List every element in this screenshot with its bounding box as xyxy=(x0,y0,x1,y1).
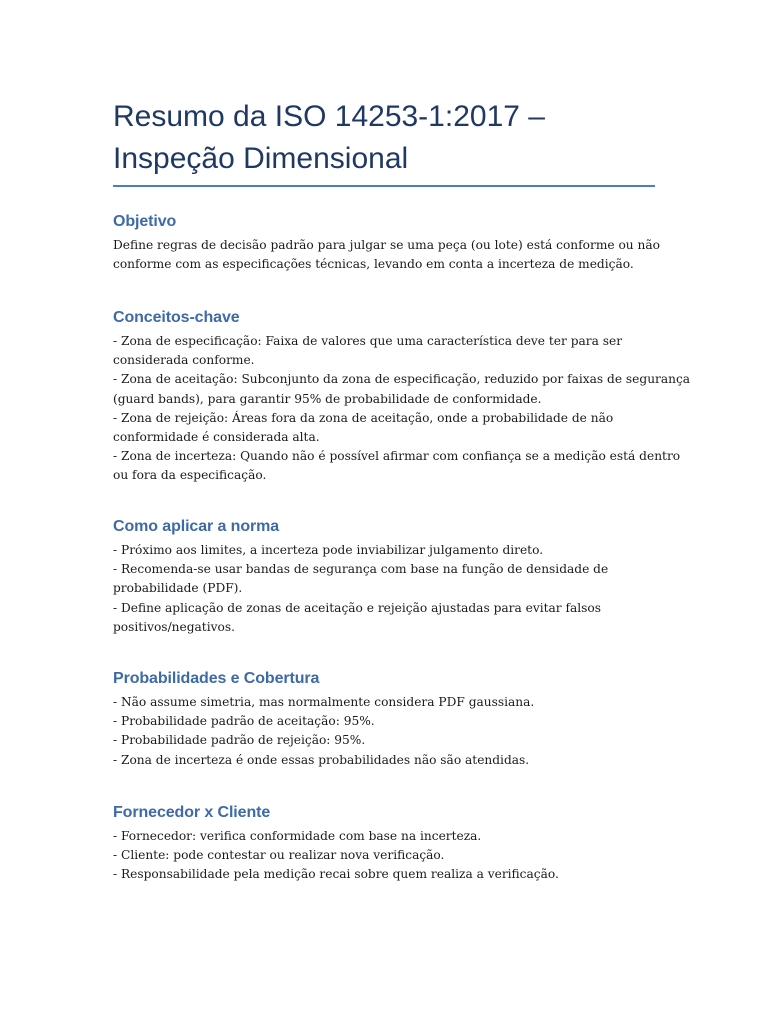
body-line: conforme com as especificações técnicas, levando em conta a incerteza de medição. xyxy=(113,257,634,272)
body-line: - Próximo aos limites, a incerteza pode inviabilizar julgamento direto. xyxy=(113,543,544,557)
document-title-line: Inspeção Dimensional xyxy=(113,142,409,175)
section-heading: Probabilidades e Cobertura xyxy=(113,670,320,687)
body-line: probabilidade (PDF). xyxy=(113,581,243,596)
section-heading: Como aplicar a norma xyxy=(113,518,280,535)
body-line: conformidade é considerada alta. xyxy=(113,430,320,445)
body-line: - Responsabilidade pela medição recai sobre quem realiza a verificação. xyxy=(113,867,559,882)
section-body xyxy=(113,332,691,486)
section-body xyxy=(113,827,658,885)
section-body xyxy=(113,693,658,770)
section-como-aplicar xyxy=(113,517,658,637)
section-heading: Fornecedor x Cliente xyxy=(113,804,271,821)
body-line: - Cliente: pode contestar ou realizar nova verificação. xyxy=(113,848,445,863)
body-line: considerada conforme. xyxy=(113,353,255,368)
body-line: - Fornecedor: verifica conformidade com base na incerteza. xyxy=(113,829,482,843)
body-line: (guard bands), para garantir 95% de probabilidade de conformidade. xyxy=(113,391,542,406)
body-line: - Zona de incerteza: Quando não é possível afirmar com confiança se a medição está dentro xyxy=(113,449,681,464)
document-page xyxy=(113,96,691,882)
section-body xyxy=(113,236,658,274)
body-line: - Define aplicação de zonas de aceitação e rejeição ajustadas para evitar falsos xyxy=(113,600,601,615)
body-line: Define regras de decisão padrão para julgar se uma peça (ou lote) está conforme ou não xyxy=(113,238,660,252)
body-line: - Zona de especificação: Faixa de valores que uma característica deve ter para ser xyxy=(113,334,623,348)
body-line: - Zona de incerteza é onde essas probabilidades não são atendidas. xyxy=(113,752,530,767)
section-heading: Conceitos-chave xyxy=(113,309,240,326)
document-title xyxy=(113,96,655,187)
body-line: positivos/negativos. xyxy=(113,619,235,634)
body-line: - Zona de aceitação: Subconjunto da zona de especificação, reduzido por faixas de segurança xyxy=(113,372,691,387)
body-line: - Não assume simetria, mas normalmente considera PDF gaussiana. xyxy=(113,695,535,709)
section-heading: Objetivo xyxy=(113,213,177,230)
body-line: ou fora da especificação. xyxy=(113,468,267,483)
section-conceitos-chave xyxy=(113,308,691,486)
section-probabilidades xyxy=(113,669,658,770)
section-body xyxy=(113,541,658,637)
body-line: - Recomenda-se usar bandas de segurança com base na função de densidade de xyxy=(113,562,609,577)
section-objetivo xyxy=(113,212,658,274)
body-line: - Probabilidade padrão de aceitação: 95%. xyxy=(113,714,375,729)
section-fornecedor-cliente xyxy=(113,803,658,885)
document-title-line: Resumo da ISO 14253-1:2017 – xyxy=(113,100,545,133)
body-line: - Zona de rejeição: Áreas fora da zona de aceitação, onde a probabilidade de não xyxy=(113,410,614,425)
body-line: - Probabilidade padrão de rejeição: 95%. xyxy=(113,733,366,748)
